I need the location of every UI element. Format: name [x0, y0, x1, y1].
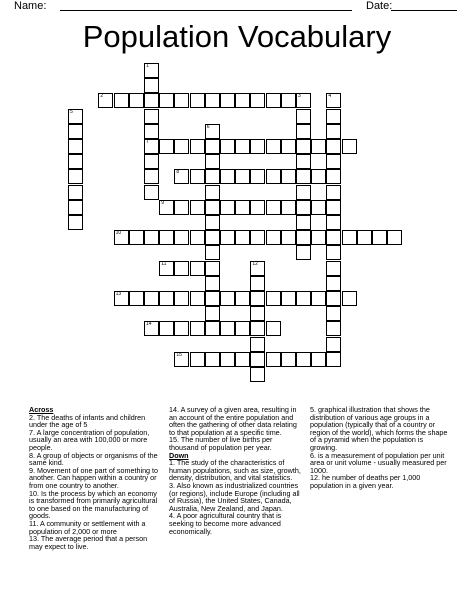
grid-cell[interactable]: [326, 109, 341, 124]
clue-number: 2: [100, 93, 104, 100]
grid-cell[interactable]: [235, 321, 250, 336]
clue-number: 7: [146, 139, 149, 145]
grid-cell[interactable]: [190, 139, 205, 154]
grid-cell[interactable]: [296, 200, 311, 215]
grid-cell[interactable]: [250, 200, 265, 215]
grid-cell[interactable]: [190, 93, 205, 108]
grid-cell[interactable]: [205, 230, 220, 245]
grid-cell[interactable]: [235, 352, 250, 367]
grid-cell[interactable]: [220, 139, 235, 154]
grid-cell[interactable]: [266, 200, 281, 215]
grid-cell[interactable]: [220, 200, 235, 215]
grid-cell[interactable]: [296, 291, 311, 306]
grid-cell[interactable]: [250, 337, 265, 352]
grid-cell[interactable]: [326, 169, 341, 184]
grid-cell[interactable]: [68, 124, 83, 139]
grid-cell[interactable]: [68, 154, 83, 169]
grid-cell[interactable]: [311, 169, 326, 184]
grid-cell[interactable]: [266, 291, 281, 306]
grid-cell[interactable]: [205, 93, 220, 108]
grid-cell[interactable]: [250, 93, 265, 108]
grid-cell[interactable]: [326, 124, 341, 139]
clue-number: 4: [328, 93, 332, 100]
clue-across-10: 10. Is the process by which an economy is transformed from primarily agricultural to one based on the manufacturing of goods.: [29, 488, 158, 521]
clue-number: 8: [176, 169, 180, 176]
grid-cell[interactable]: [205, 306, 220, 321]
grid-cell[interactable]: [281, 93, 296, 108]
grid-cell[interactable]: [311, 200, 326, 215]
grid-cell[interactable]: [144, 109, 159, 124]
name-label: Name:: [14, 0, 47, 12]
grid-cell[interactable]: [326, 185, 341, 200]
grid-cell[interactable]: [114, 93, 129, 108]
grid-cell[interactable]: [144, 291, 159, 306]
grid-cell[interactable]: [98, 93, 113, 108]
grid-cell[interactable]: [174, 139, 189, 154]
clue-number: 11: [161, 260, 167, 267]
grid-cell[interactable]: [296, 124, 311, 139]
grid-cell[interactable]: [174, 321, 189, 336]
grid-cell[interactable]: [326, 230, 341, 245]
grid-cell[interactable]: [144, 93, 159, 108]
grid-cell[interactable]: [296, 93, 311, 108]
grid-cell[interactable]: [114, 291, 129, 306]
grid-cell[interactable]: [387, 230, 402, 245]
grid-cell[interactable]: [144, 154, 159, 169]
grid-cell[interactable]: [220, 291, 235, 306]
grid-cell[interactable]: [174, 169, 189, 184]
grid-cell[interactable]: [144, 139, 159, 154]
grid-cell[interactable]: [326, 337, 341, 352]
grid-cell[interactable]: [281, 291, 296, 306]
grid-cell[interactable]: [205, 215, 220, 230]
grid-cell[interactable]: [326, 352, 341, 367]
clue-number: 6: [206, 123, 210, 130]
grid-cell[interactable]: [205, 200, 220, 215]
grid-cell[interactable]: [190, 200, 205, 215]
grid-cell[interactable]: [220, 321, 235, 336]
clue-down-6: 6. is a measurement of population per unit area or unit volume - usually measured per 1000.: [310, 450, 447, 475]
grid-cell[interactable]: [250, 367, 265, 382]
grid-cell[interactable]: [235, 93, 250, 108]
grid-cell[interactable]: [205, 154, 220, 169]
clue-number: 13: [115, 291, 122, 297]
grid-cell[interactable]: [235, 139, 250, 154]
grid-cell[interactable]: [159, 139, 174, 154]
grid-cell[interactable]: [144, 230, 159, 245]
grid-cell[interactable]: [266, 352, 281, 367]
clue-across-9: 9. Movement of one part of something to another. Can happen within a country or from one country to another.: [29, 465, 159, 490]
grid-cell[interactable]: [296, 245, 311, 260]
grid-cell[interactable]: [342, 291, 357, 306]
grid-cell[interactable]: [159, 93, 174, 108]
clue-number: 1: [146, 63, 149, 69]
grid-cell[interactable]: [235, 230, 250, 245]
grid-cell[interactable]: [296, 109, 311, 124]
grid-cell[interactable]: [235, 291, 250, 306]
grid-cell[interactable]: [129, 230, 144, 245]
grid-cell[interactable]: [281, 352, 296, 367]
clue-number: 12: [252, 260, 258, 267]
grid-cell[interactable]: [144, 63, 159, 78]
grid-cell[interactable]: [266, 139, 281, 154]
clue-across-13: 13. The average period that a person may expect to live.: [29, 534, 148, 551]
grid-cell[interactable]: [220, 352, 235, 367]
grid-cell[interactable]: [342, 230, 357, 245]
grid-cell[interactable]: [250, 321, 265, 336]
grid-cell[interactable]: [296, 154, 311, 169]
grid-cell[interactable]: [266, 169, 281, 184]
grid-cell[interactable]: [190, 169, 205, 184]
grid-cell[interactable]: [190, 352, 205, 367]
grid-cell[interactable]: [250, 352, 265, 367]
grid-cell[interactable]: [159, 321, 174, 336]
clue-across-15: 15. The number of live births per thousand of population per year.: [169, 435, 273, 452]
grid-cell[interactable]: [205, 245, 220, 260]
clue-down-1: 1. The study of the characteristics of human populations, such as size, growth, density, distribution, and vital statistics.: [169, 458, 301, 483]
grid-cell[interactable]: [190, 261, 205, 276]
grid-cell[interactable]: [250, 230, 265, 245]
grid-cell[interactable]: [372, 230, 387, 245]
grid-cell[interactable]: [296, 215, 311, 230]
grid-cell[interactable]: [281, 169, 296, 184]
grid-cell[interactable]: [190, 230, 205, 245]
grid-cell[interactable]: [357, 230, 372, 245]
grid-cell[interactable]: [174, 261, 189, 276]
grid-cell[interactable]: [205, 139, 220, 154]
grid-cell[interactable]: [342, 139, 357, 154]
grid-cell[interactable]: [220, 169, 235, 184]
grid-cell[interactable]: [266, 230, 281, 245]
clue-down-4: 4. A poor agricultural country that is seeking to become more advanced economically.: [169, 511, 282, 536]
clue-number: 3: [298, 93, 301, 100]
grid-cell[interactable]: [174, 291, 189, 306]
grid-cell[interactable]: [296, 139, 311, 154]
grid-cell[interactable]: [174, 200, 189, 215]
grid-cell[interactable]: [144, 321, 159, 336]
grid-cell[interactable]: [190, 291, 205, 306]
date-label: Date:: [366, 0, 393, 12]
grid-cell[interactable]: [250, 169, 265, 184]
grid-cell[interactable]: [205, 169, 220, 184]
grid-cell[interactable]: [296, 230, 311, 245]
grid-cell[interactable]: [250, 139, 265, 154]
clue-across-7: 7. A large concentration of population, usually an area with 100,000 or more people.: [29, 427, 150, 452]
clue-number: 10: [115, 230, 122, 237]
grid-cell[interactable]: [235, 169, 250, 184]
grid-cell[interactable]: [205, 352, 220, 367]
clue-down-12: 12. he number of deaths per 1,000 population in a given year.: [310, 473, 421, 490]
grid-cell[interactable]: [68, 109, 83, 124]
grid-cell[interactable]: [326, 154, 341, 169]
clues-column-1: [29, 406, 161, 550]
grid-cell[interactable]: [326, 276, 341, 291]
across-heading: Across: [29, 405, 54, 414]
grid-cell[interactable]: [159, 200, 174, 215]
grid-cell[interactable]: [68, 200, 83, 215]
clue-number: 9: [161, 199, 164, 206]
grid-cell[interactable]: [174, 352, 189, 367]
grid-cell[interactable]: [159, 230, 174, 245]
grid-cell[interactable]: [205, 185, 220, 200]
clue-number: 14: [146, 321, 152, 328]
grid-cell[interactable]: [266, 321, 281, 336]
clue-across-14: 14. A survey of a given area, resulting in an account of the entire population and often the gathering of other data relating to that population at a specific time.: [169, 405, 297, 437]
grid-cell[interactable]: [281, 200, 296, 215]
grid-cell[interactable]: [296, 169, 311, 184]
grid-cell[interactable]: [250, 291, 265, 306]
grid-cell[interactable]: [114, 230, 129, 245]
grid-cell[interactable]: [68, 169, 83, 184]
grid-cell[interactable]: [174, 93, 189, 108]
grid-cell[interactable]: [205, 124, 220, 139]
grid-cell[interactable]: [174, 230, 189, 245]
clues-column-3: [310, 406, 448, 490]
grid-cell[interactable]: [68, 185, 83, 200]
grid-cell[interactable]: [205, 261, 220, 276]
grid-cell[interactable]: [68, 215, 83, 230]
grid-cell[interactable]: [311, 352, 326, 367]
grid-cell[interactable]: [250, 276, 265, 291]
grid-cell[interactable]: [326, 139, 341, 154]
grid-cell[interactable]: [326, 261, 341, 276]
grid-cell[interactable]: [311, 291, 326, 306]
grid-cell[interactable]: [281, 139, 296, 154]
grid-cell[interactable]: [129, 93, 144, 108]
grid-cell[interactable]: [326, 215, 341, 230]
clue-across-8: 8. A group of objects or organisms of the same kind.: [29, 450, 158, 468]
clue-number: 15: [176, 351, 182, 358]
grid-cell[interactable]: [296, 352, 311, 367]
grid-cell[interactable]: [326, 321, 341, 336]
grid-cell[interactable]: [266, 93, 281, 108]
grid-cell[interactable]: [250, 261, 265, 276]
grid-cell[interactable]: [190, 321, 205, 336]
page-title: Population Vocabulary: [82, 19, 392, 54]
grid-cell[interactable]: [326, 245, 341, 260]
grid-cell[interactable]: [68, 139, 83, 154]
grid-cell[interactable]: [144, 169, 159, 184]
grid-cell[interactable]: [205, 276, 220, 291]
clues-column-2: [169, 406, 303, 535]
grid-cell[interactable]: [129, 291, 144, 306]
grid-cell[interactable]: [144, 78, 159, 93]
clue-number: 5: [70, 108, 73, 115]
clue-across-11: 11. A community or settlement with a population of 2,000 or more: [29, 518, 146, 536]
grid-cell[interactable]: [250, 306, 265, 321]
grid-cell[interactable]: [326, 306, 341, 321]
clue-down-5: 5. graphical illustration that shows the distribution of various age groups in a population (typically that of a country or region of the world), which forms the shape of a pyramid when the population is growing.: [310, 405, 448, 452]
grid-cell[interactable]: [220, 230, 235, 245]
grid-cell[interactable]: [159, 261, 174, 276]
grid-cell[interactable]: [326, 200, 341, 215]
grid-cell[interactable]: [311, 139, 326, 154]
grid-cell[interactable]: [326, 93, 341, 108]
down-heading: Down: [169, 450, 189, 460]
grid-cell[interactable]: [326, 291, 341, 306]
grid-cell[interactable]: [311, 230, 326, 245]
clue-across-2: 2. The deaths of infants and children under the age of 5: [29, 412, 146, 430]
grid-cell[interactable]: [220, 93, 235, 108]
grid-cell[interactable]: [205, 291, 220, 306]
grid-cell[interactable]: [235, 200, 250, 215]
grid-cell[interactable]: [281, 230, 296, 245]
grid-cell[interactable]: [296, 185, 311, 200]
clue-down-3: 3. Also known as industrialized countries (or regions), include Europe (including all of Russia), the United States, Canada, Australia, New Zealand, and Japan.: [169, 480, 300, 513]
grid-cell[interactable]: [144, 124, 159, 139]
grid-cell[interactable]: [144, 185, 159, 200]
grid-cell[interactable]: [159, 291, 174, 306]
grid-cell[interactable]: [205, 321, 220, 336]
